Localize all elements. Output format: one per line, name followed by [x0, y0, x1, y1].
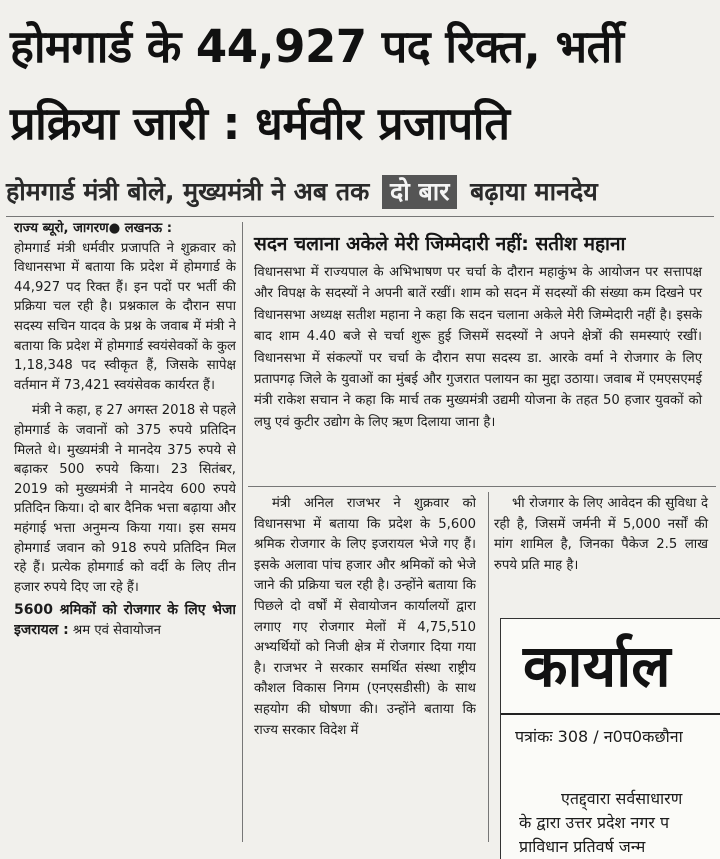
- sidebox-heading: सदन चलाना अकेले मेरी जिम्मेदारी नहीं: सतीश महाना: [254, 233, 626, 255]
- column1-subhead-bold: 5600 श्रमिकों को रोजगार के लिए भेजा इजरायल :: [14, 602, 236, 638]
- sidebox-bottom-rule: [248, 486, 716, 487]
- notice-line-2: के द्वारा उत्तर प्रदेश नगर प: [519, 813, 670, 832]
- subheadline-highlight: दो बार: [382, 175, 457, 209]
- column-1: [14, 219, 236, 847]
- column1-subhead-tail: श्रम एवं सेवायोजन: [72, 622, 161, 638]
- column3-text: भी रोजगार के लिए आवेदन की सुविधा दे रही है, जिसमें जर्मनी में 5,000 नर्सों की मांग शामिल है, जिनका पैकेज 2.5 लाख रुपये प्रति माह है।: [494, 496, 708, 573]
- column-divider-1: [242, 222, 243, 842]
- subheadline-before: होमगार्ड मंत्री बोले, मुख्यमंत्री ने अब तक: [6, 177, 370, 206]
- subheadline-after: बढ़ाया मानदेय: [470, 177, 598, 206]
- column-2: [254, 494, 476, 844]
- headline-line-1: होमगार्ड के 44,927 पद रिक्त, भर्ती: [10, 20, 624, 73]
- sidebox-body: विधानसभा में राज्यपाल के अभिभाषण पर चर्चा के दौरान महाकुंभ के आयोजन पर सत्तापक्ष और विपक्ष के सदस्यों ने अपनी बातें रखीं। शाम को सदन में सदस्यों की संख्या कम दिखने पर विधानसभा अध्यक्ष सतीश महाना ने कहा कि सदन चलाना अकेले मेरी जिम्मेदारी नहीं है। इसके बाद शाम 4.40 बजे से चर्चा शुरू हुई जिसमें सदस्यों ने अपने क्षेत्रों की समस्याएं रखीं। विधानसभा में संकल्पों पर चर्चा के दौरान सपा सदस्य डा. आरके वर्मा ने रोजगार के लिए प्रतापगढ़ जिले के युवाओं का मुंबई और गुजरात पलायन का मुद्दा उठाया। जवाब में एमएसएमई मंत्री राकेश सचान ने कहा कि मार्च तक मुख्यमंत्री उद्यमी योजना के तहत 50 हजार युवकों को लघु एवं कुटीर उद्योग के लिए ऋण दिलाया जाना है।: [254, 265, 702, 430]
- dateline: राज्य ब्यूरो, जागरण● लखनऊ :: [14, 221, 172, 236]
- column1-paragraph-1: होमगार्ड मंत्री धर्मवीर प्रजापति ने शुक्रवार को विधानसभा में बताया कि प्रदेश में होमगार्ड के 44,927 पद रिक्त हैं। इन पदों पर भर्ती की प्रक्रिया चल रही है। प्रश्नकाल के दौरान सपा सदस्य सचिन यादव के प्रश्न के जवाब में मंत्री ने बताया कि प्रदेश में होमगार्ड स्वयंसेवकों के कुल 1,18,348 पद स्वीकृत हैं, जिसके सापेक्ष वर्तमान में 73,421 स्वयंसेवक कार्यरत हैं।: [14, 240, 236, 393]
- subheadline: [6, 175, 598, 209]
- notice-title: कार्याल: [523, 632, 671, 700]
- column1-subhead: [14, 601, 236, 640]
- column-divider-2: [488, 492, 489, 842]
- notice-line-1: एतद्द्वारा सर्वसाधारण: [561, 789, 683, 808]
- notice-reference: पत्रांकः 308 / न0प0कछौना: [515, 727, 683, 746]
- notice-rule: [501, 713, 720, 715]
- column1-paragraph-2: मंत्री ने कहा, ह 27 अगस्त 2018 से पहले होमगार्ड के जवानों को 375 रुपये प्रतिदिन मिलते थे। मुख्यमंत्री ने मानदेय 375 रुपये से बढ़ाकर 500 रुपये किया। 23 सितंबर, 2019 को मुख्यमंत्री ने मानदेय 600 रुपये प्रतिदिन किया। दो बार दैनिक भत्ता बढ़ाया और महंगाई भत्ता अनुमन्य किया गया। इस समय होमगार्ड जवान को 918 रुपये प्रतिदिन मिल रहे हैं। प्रत्येक होमगार्ड को वर्दी के लिए तीन हजार रुपये दिए जा रहे हैं।: [14, 403, 236, 595]
- column-3: [494, 494, 708, 576]
- office-notice: [500, 618, 720, 859]
- header-divider: [6, 216, 714, 217]
- notice-line-3: प्राविधान प्रतिवर्ष जन्म: [519, 837, 646, 856]
- column2-text: मंत्री अनिल राजभर ने शुक्रवार को विधानसभा में बताया कि प्रदेश के 5,600 श्रमिक रोजगार के लिए इजरायल भेजे गए हैं। इसके अलावा पांच हजार और श्रमिकों को भेजे जाने की प्रक्रिया चल रही है। उन्होंने बताया कि पिछले दो वर्षों में सेवायोजन कार्यालयों द्वारा लगाए गए रोजगार मेलों में 4,75,510 अभ्यर्थियों को निजी क्षेत्र में रोजगार दिया गया है। राजभर ने सरकार समर्थित संस्था राष्ट्रीय कौशल विकास निगम (एनएसडीसी) के साथ सहयोग की घोषणा की। उन्होंने बताया कि राज्य सरकार विदेश में: [254, 496, 476, 738]
- headline-line-2: प्रक्रिया जारी : धर्मवीर प्रजापति: [10, 97, 510, 150]
